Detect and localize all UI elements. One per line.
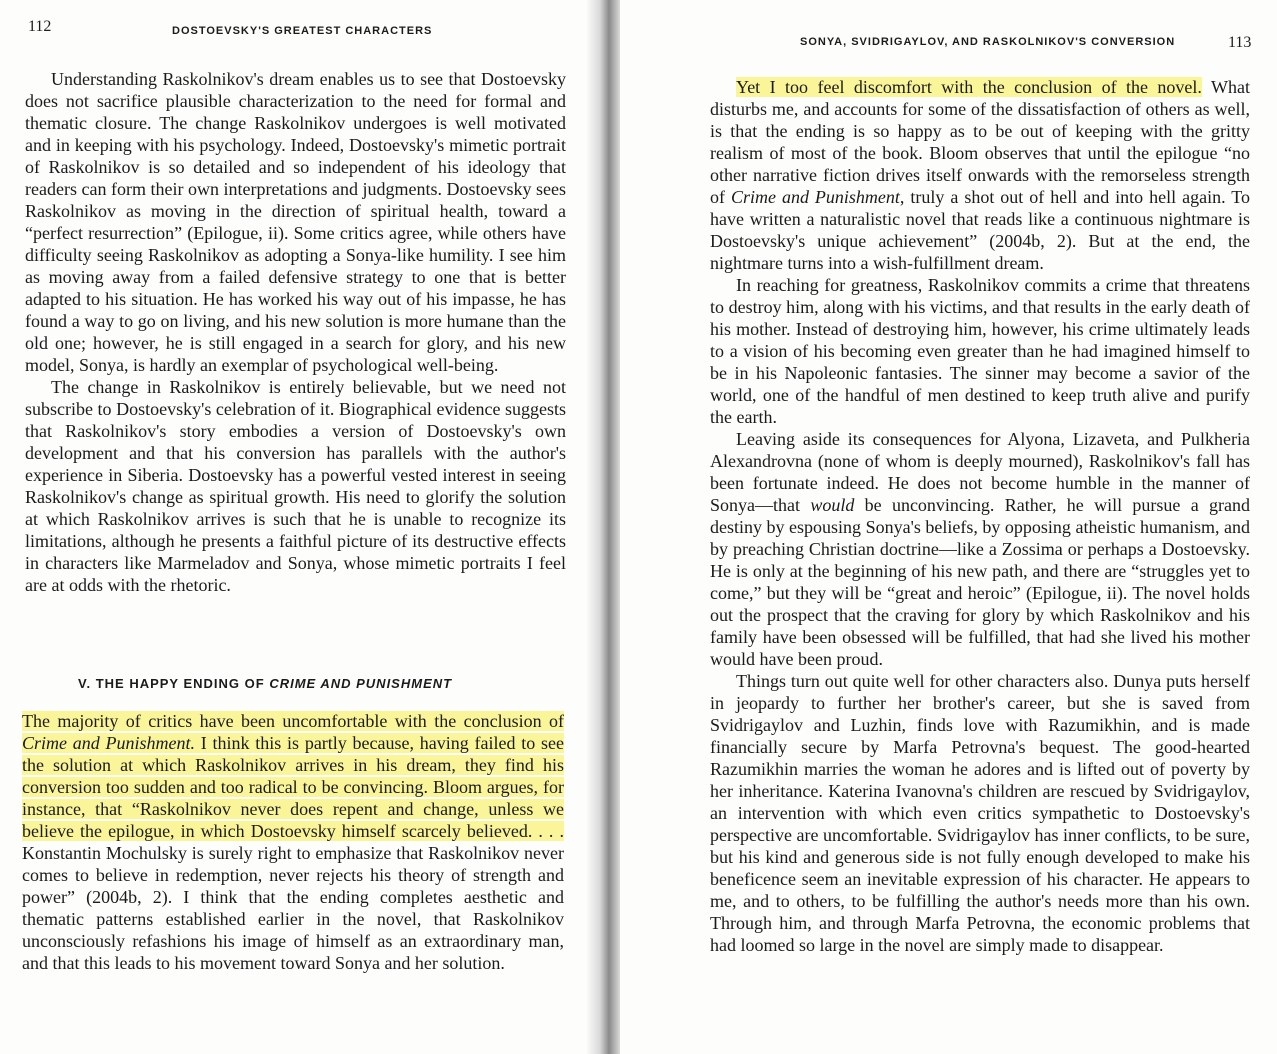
- section-heading: [78, 676, 452, 691]
- right-body: [710, 76, 1250, 956]
- paragraph: In reaching for greatness, Raskolnikov commits a crime that threatens to destroy him, along with his victims, and that results in the early death of his mother. Instead of destroying him, however, his crime ultimately leads to a vision of his becoming even greater than he had imagined himself to be in his Napoleonic fantasies. The sinner may become a savior of the world, one of the handful of men destined to keep truth alive and purify the earth.: [710, 275, 1250, 427]
- page-number-right: 113: [1228, 34, 1252, 51]
- paragraph: Understanding Raskolnikov's dream enables us to see that Dostoevsky does not sacrifice plausible characterization to the need for formal and thematic closure. The change Raskolnikov undergoes is well motivated and in keeping with his psychology. Indeed, Dostoevsky's mimetic portrait of Raskolnikov is so detailed and so independent of his ideology that readers can form their own interpretations and judgments. Dostoevsky sees Raskolnikov as moving in the direction of spiritual health, toward a “perfect resurrection” (Epilogue, ii). Some critics agree, while others have difficulty seeing Raskolnikov as adopting a Sonya-like humility. I see him as moving away from a failed defensive strategy to one that is better adapted to his situation. He has worked his way out of his impasse, he has found a way to go on living, and his new solution is more humane than the old one; however, he is still engaged in a search for glory, and his new model, Sonya, is hardly an exemplar of psychological well-being.: [25, 69, 566, 375]
- page-number-left: 112: [28, 18, 52, 35]
- running-head-right: SONYA, SVIDRIGAYLOV, AND RASKOLNIKOV'S CONVERSION: [800, 36, 1176, 48]
- section-heading-prefix: V. THE HAPPY ENDING OF: [78, 676, 270, 691]
- highlight: Yet I too feel discomfort with the conclusion of the novel.: [736, 77, 1202, 97]
- running-head-left: DOSTOEVSKY'S GREATEST CHARACTERS: [172, 25, 433, 37]
- section-heading-title: CRIME AND PUNISHMENT: [269, 676, 453, 691]
- paragraph: Things turn out quite well for other characters also. Dunya puts herself in jeopardy to further her brother's career, but she is saved from Svidrigaylov and Luzhin, finds love with Razumikhin, and is made financially secure by Marfa Petrovna's bequest. The good-hearted Razumikhin marries the woman he adores and is lifted out of poverty by her inheritance. Katerina Ivanovna's children are rescued by Svidrigaylov, an intervention with which even critics sympathetic to Dostoevsky's perspective are uncomfortable. Svidrigaylov has inner conflicts, to be sure, but his kind and generous side is not fully enough developed to make his beneficence seem an inevitable expression of his character. He appears to me, and to others, to be fulfilling the author's needs more than his own. Through him, and through Marfa Petrovna, the economic problems that had loomed so large in the novel are simply made to disappear.: [710, 671, 1250, 955]
- right-page: [620, 0, 1277, 1054]
- highlight-title: Crime and Punishment.: [22, 733, 196, 753]
- paragraph: Leaving aside its consequences for Alyona, Lizaveta, and Pulkheria Alexandrovna (none of whom is deeply mourned), Raskolnikov's fall has been fortunate indeed. He does not become humble in the manner of Sonya—that would be unconvincing. Rather, he will pursue a grand destiny by espousing Sonya's beliefs, by opposing atheistic humanism, and by preaching Christian doctrine—like a Zossima or perhaps a Dostoevsky. He is only at the beginning of his new path, and there are “struggles yet to come,” but they will be “great and heroic” (Epilogue, ii). The novel holds out the prospect that the craving for glory by which Raskolnikov and his family have been obsessed will be fulfilled, that had she lived his mother would have been proud.: [710, 429, 1250, 669]
- paragraph-highlighted: [22, 710, 564, 974]
- left-body-top: [25, 68, 566, 596]
- highlight: The majority of critics have been uncomfortable with the conclusion of: [22, 711, 564, 731]
- left-body-bottom: [22, 710, 564, 974]
- highlight: I think this is partly because, having failed to see the solution at which Raskolnikov arrives in his dream, they find his conversion too sudden and too radical to be convincing. Bloom argues, for instance, that “Raskolnikov never does repent and change, unless we believe the epilogue, in which Dostoevsky himself scarcely believed. . . .: [22, 733, 564, 841]
- left-page: [0, 0, 608, 1054]
- paragraph-text: Konstantin Mochulsky is surely right to emphasize that Raskolnikov never comes to believe in redemption, never rejects his theory of strength and power” (2004b, 2). I think that the ending completes aesthetic and thematic patterns established earlier in the novel, that Raskolnikov unconsciously refashions his image of himself as an extraordinary man, and that this leads to his movement toward Sonya and her solution.: [22, 843, 564, 973]
- paragraph: Yet I too feel discomfort with the conclusion of the novel. What disturbs me, and accounts for some of the dissatisfaction of others as well, is that the ending is so happy as to be out of keeping with the gritty realism of most of the book. Bloom observes that until the epilogue “no other narrative fiction drives itself onwards with the remorseless strength of Crime and Punishment, truly a shot out of hell and into hell again. To have written a naturalistic novel that reads like a continuous nightmare is Dostoevsky's unique achievement” (2004b, 2). But at the end, the nightmare turns into a wish-fulfillment dream.: [710, 77, 1251, 273]
- paragraph: The change in Raskolnikov is entirely believable, but we need not subscribe to Dostoevsky's celebration of it. Biographical evidence suggests that Raskolnikov's story embodies a version of Dostoevsky's own development and that his conversion has parallels with the author's experience in Siberia. Dostoevsky has a powerful vested interest in seeing Raskolnikov's change as spiritual growth. His need to glorify the solution at which Raskolnikov arrives is such that he is unable to recognize its limitations, although he presents a faithful picture of its destructive effects in characters like Marmeladov and Sonya, whose mimetic portraits I feel are at odds with the rhetoric.: [25, 377, 566, 595]
